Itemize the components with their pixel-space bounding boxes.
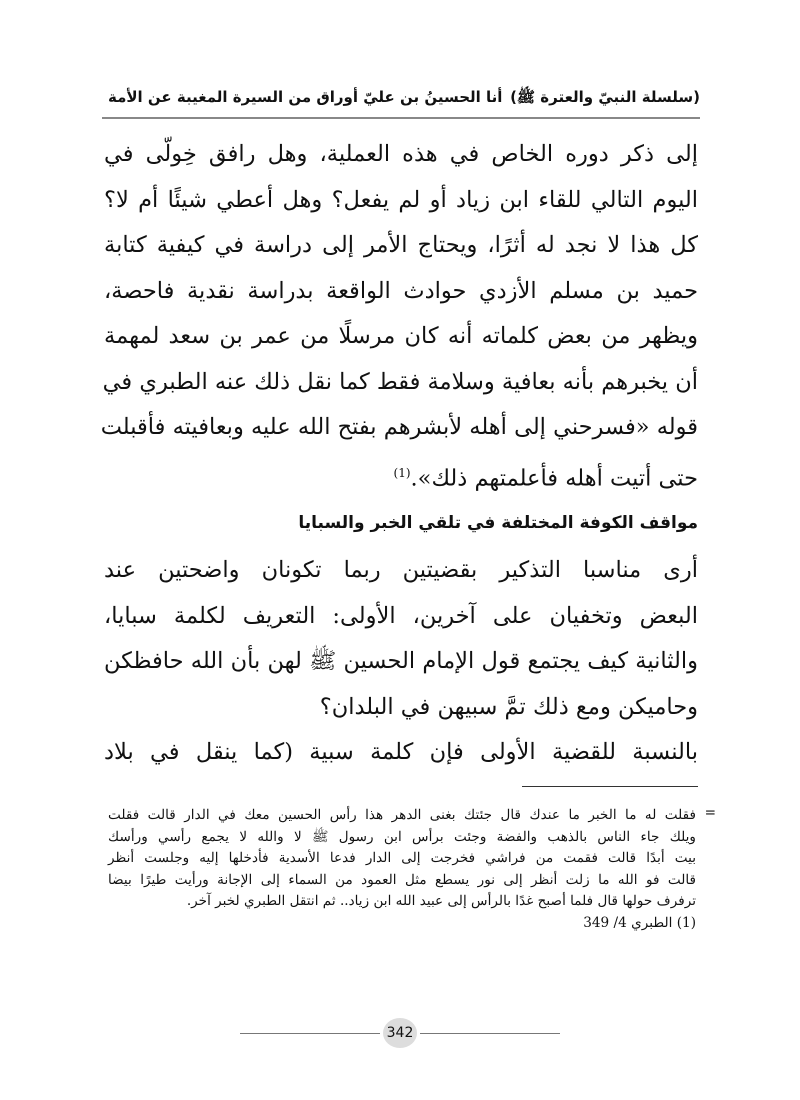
- text-line: حميد بن مسلم الأزدي حوادث الواقعة بدراسة نقدية فاحصة،: [104, 277, 698, 304]
- section-heading: مواقف الكوفة المختلفة في تلقي الخبر والسبايا: [298, 513, 698, 533]
- divider-line: [240, 1033, 380, 1034]
- text-line: اليوم التالي للقاء ابن زياد أو لم يفعل؟ وهل أعطي شيئًا أم لا؟: [104, 186, 698, 213]
- footnote-line: بيت أبدًا قالت فقمت من فراشي فخرجت إلى الدار فدعا الأسدية فأدخلها إليه وجلست أنظر: [108, 850, 696, 866]
- text-line: كل هذا لا نجد له أثرًا، ويحتاج الأمر إلى دراسة في كيفية كتابة: [104, 232, 698, 258]
- text-line: قوله «فسرحني إلى أهله لأبشرهم بفتح الله عليه وبعافيته فأقبلت: [100, 414, 698, 440]
- text-line: أن يخبرهم بأنه بعافية وسلامة فقط كما نقل ذلك عنه الطبري في: [102, 368, 698, 395]
- divider-line: [420, 1033, 560, 1034]
- footnote-rule: [522, 786, 698, 787]
- header-rule: [102, 117, 700, 119]
- page-number-area: [0, 1018, 800, 1050]
- footnote-line: ويلك جاء الناس بالذهب والفضة وجئت برأس ابن رسول ﷺ لا والله لا يجمع رأسي ورأسك: [108, 828, 696, 845]
- main-text: [100, 132, 698, 776]
- text-line: بالنسبة للقضية الأولى فإن كلمة سبية (كما ينقل في بلاد: [104, 739, 698, 765]
- text-line-content: حتى أتيت أهله فأعلمتهم ذلك».: [410, 465, 698, 491]
- text-line: إلى ذكر دوره الخاص في هذه العملية، وهل رافق خِولّى في: [104, 141, 698, 167]
- book-title: أنا الحسينُ بن عليّ أوراق من السيرة المغيبة عن الأمة: [108, 88, 503, 106]
- text-line: أرى مناسبا التذكير بقضيتين ربما تكونان واضحتين عند: [104, 557, 698, 583]
- text-line: [104, 451, 698, 497]
- text-line: وحاميكن ومع ذلك تمَّ سبيهن في البلدان؟: [319, 693, 698, 720]
- continuation-mark: =: [704, 805, 716, 821]
- page-number: 342: [383, 1018, 417, 1048]
- text-line: البعض وتخفيان على آخرين، الأولى: التعريف لكلمة سبايا،: [104, 602, 698, 629]
- series-title: (سلسلة النبيّ والعترة ﷺ): [510, 88, 700, 106]
- footnotes: [108, 805, 716, 934]
- footnote-1: (1) الطبري 4/ 349: [583, 914, 696, 931]
- text-line: والثانية كيف يجتمع قول الإمام الحسين ﷺ لهن بأن الله حافظكن: [104, 648, 698, 674]
- footnote-line: فقلت له ما الخبر ما عندك قال جئتك بغنى الدهر هذا رأس الحسين معك في الدار قالت فقلت: [108, 807, 696, 823]
- footnote-line: قالت فو الله ما زلت أنظر إلى نور يسطع مثل العمود من السماء إلى الإجانة ورأيت طيرًا بيضا: [108, 871, 696, 888]
- footnote-line: ترفرف حولها قال فلما أصبح غدًا بالرأس إلى عبيد الله ابن زياد.. ثم انتقل الطبري لخبر آخر.: [186, 893, 696, 909]
- text-line: ويظهر من بعض كلماته أنه كان مرسلًا من عمر بن سعد لمهمة: [104, 323, 698, 349]
- footnote-ref[interactable]: (1): [393, 465, 411, 480]
